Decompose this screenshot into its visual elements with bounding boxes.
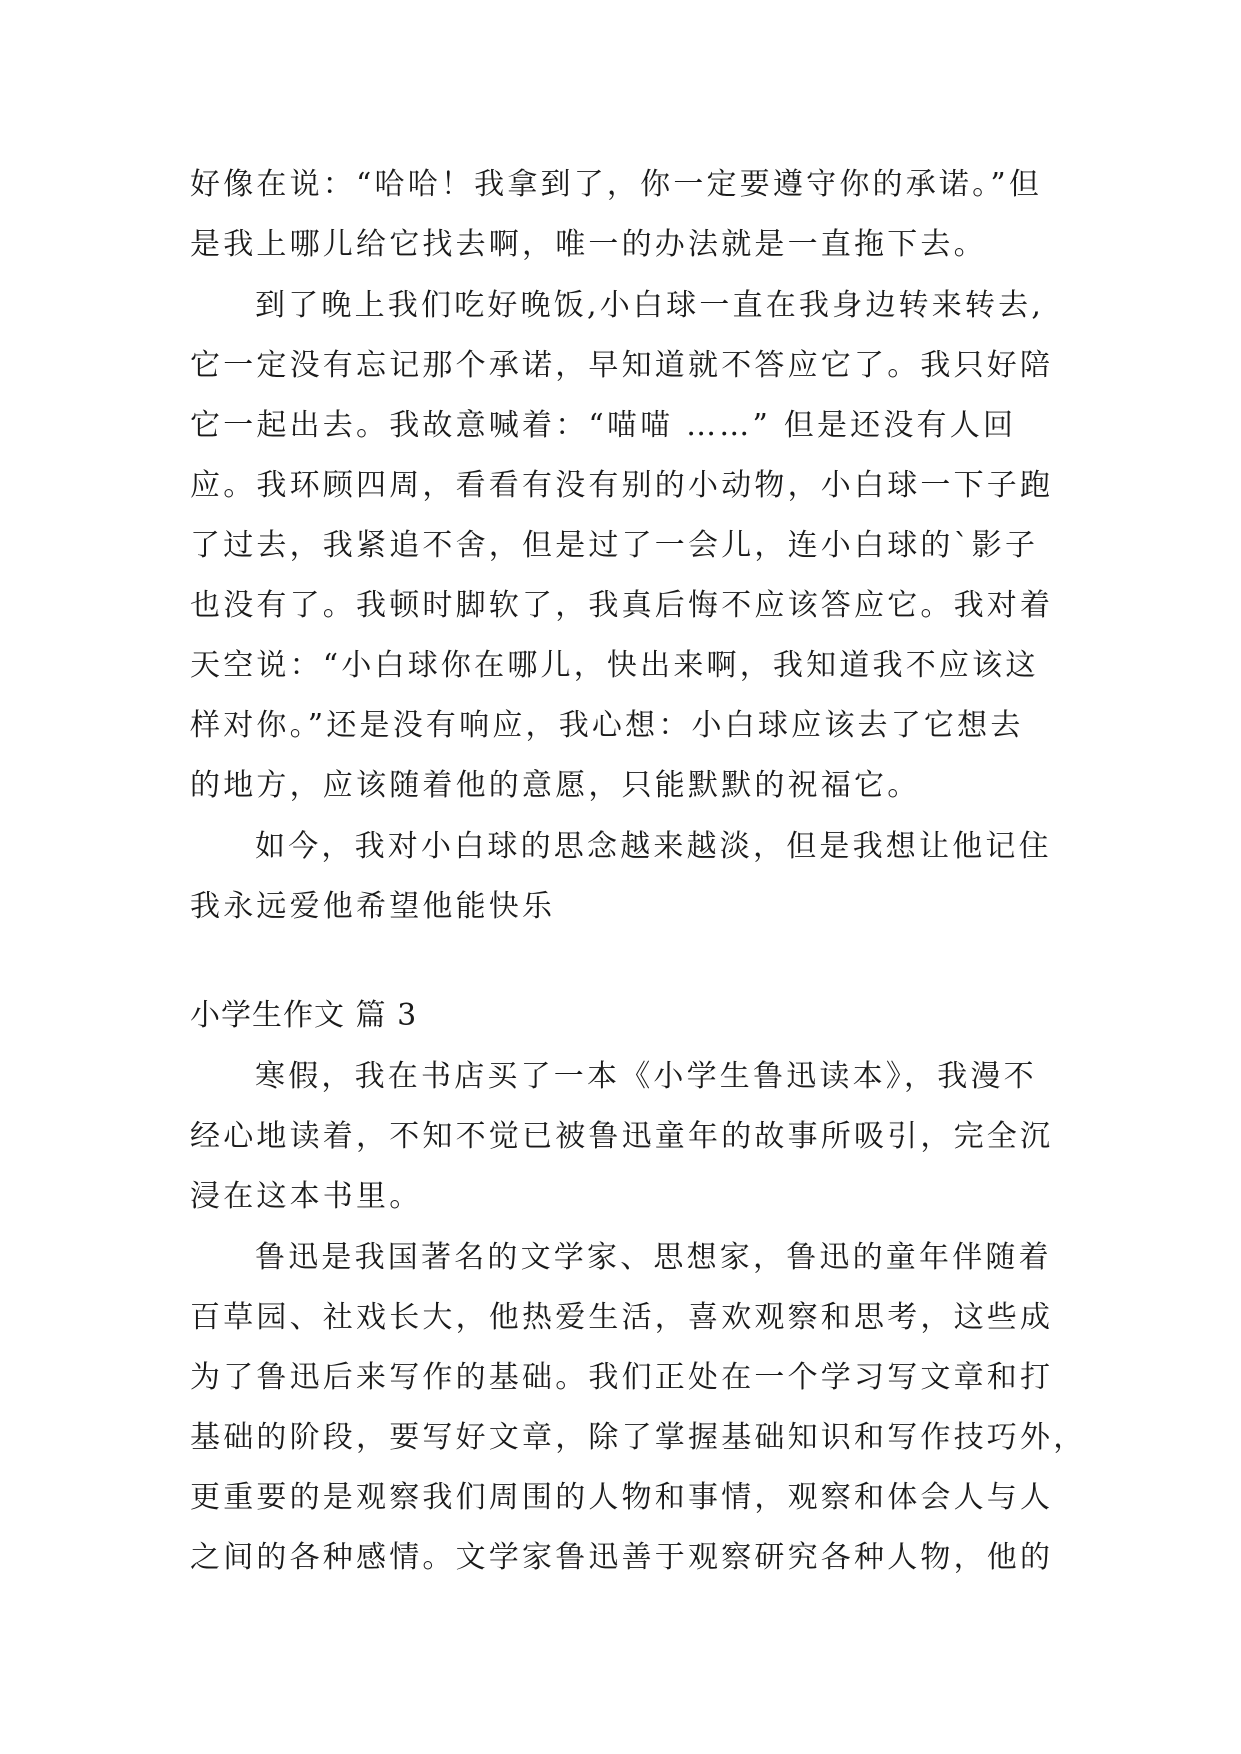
text-line: 它一起出去。我故意喊着：“喵喵 ……” 但是还没有人回 — [190, 408, 1017, 443]
text-line: 经心地读着，不知不觉已被鲁迅童年的故事所吸引，完全沉 — [190, 1119, 1054, 1154]
text-line: 我永远爱他希望他能快乐 — [190, 889, 556, 924]
text-line: 之间的各种感情。文学家鲁迅善于观察研究各种人物，他的 — [190, 1540, 1054, 1575]
text-line: 百草园、社戏长大，他热爱生活，喜欢观察和思考，这些成 — [190, 1300, 1054, 1335]
text-line: 了过去，我紧追不舍，但是过了一会儿，连小白球的`影子 — [190, 528, 1039, 563]
text-line: 也没有了。我顿时脚软了，我真后悔不应该答应它。我对着 — [190, 588, 1054, 623]
paragraph-first-line: 鲁迅是我国著名的文学家、思想家，鲁迅的童年伴随着 — [255, 1240, 1052, 1275]
section-heading: 小学生作文 篇 3 — [190, 998, 418, 1033]
text-line: 基础的阶段，要写好文章，除了掌握基础知识和写作技巧外， — [190, 1420, 1087, 1455]
text-line: 为了鲁迅后来写作的基础。我们正处在一个学习写文章和打 — [190, 1360, 1054, 1395]
paragraph-first-line: 如今，我对小白球的思念越来越淡，但是我想让他记住 — [255, 829, 1052, 864]
text-line: 的地方，应该随着他的意愿，只能默默的祝福它。 — [190, 768, 921, 803]
text-line: 好像在说：“哈哈！我拿到了，你一定要遵守你的承诺。”但 — [190, 167, 1043, 202]
text-line: 浸在这本书里。 — [190, 1179, 423, 1214]
text-line: 是我上哪儿给它找去啊，唯一的办法就是一直拖下去。 — [190, 227, 987, 262]
paragraph-first-line: 寒假，我在书店买了一本《小学生鲁迅读本》，我漫不 — [255, 1059, 1037, 1094]
text-line: 天空说：“小白球你在哪儿，快出来啊，我知道我不应该这 — [190, 648, 1039, 683]
text-line: 更重要的是观察我们周围的人物和事情，观察和体会人与人 — [190, 1480, 1054, 1515]
paragraph-first-line: 到了晚上我们吃好晚饭,小白球一直在我身边转来转去, — [255, 288, 1045, 323]
text-line: 它一定没有忘记那个承诺，早知道就不答应它了。我只好陪 — [190, 348, 1054, 383]
text-line: 样对你。”还是没有响应，我心想：小白球应该去了它想去 — [190, 708, 1024, 743]
text-line: 应。我环顾四周，看看有没有别的小动物，小白球一下子跑 — [190, 468, 1054, 503]
